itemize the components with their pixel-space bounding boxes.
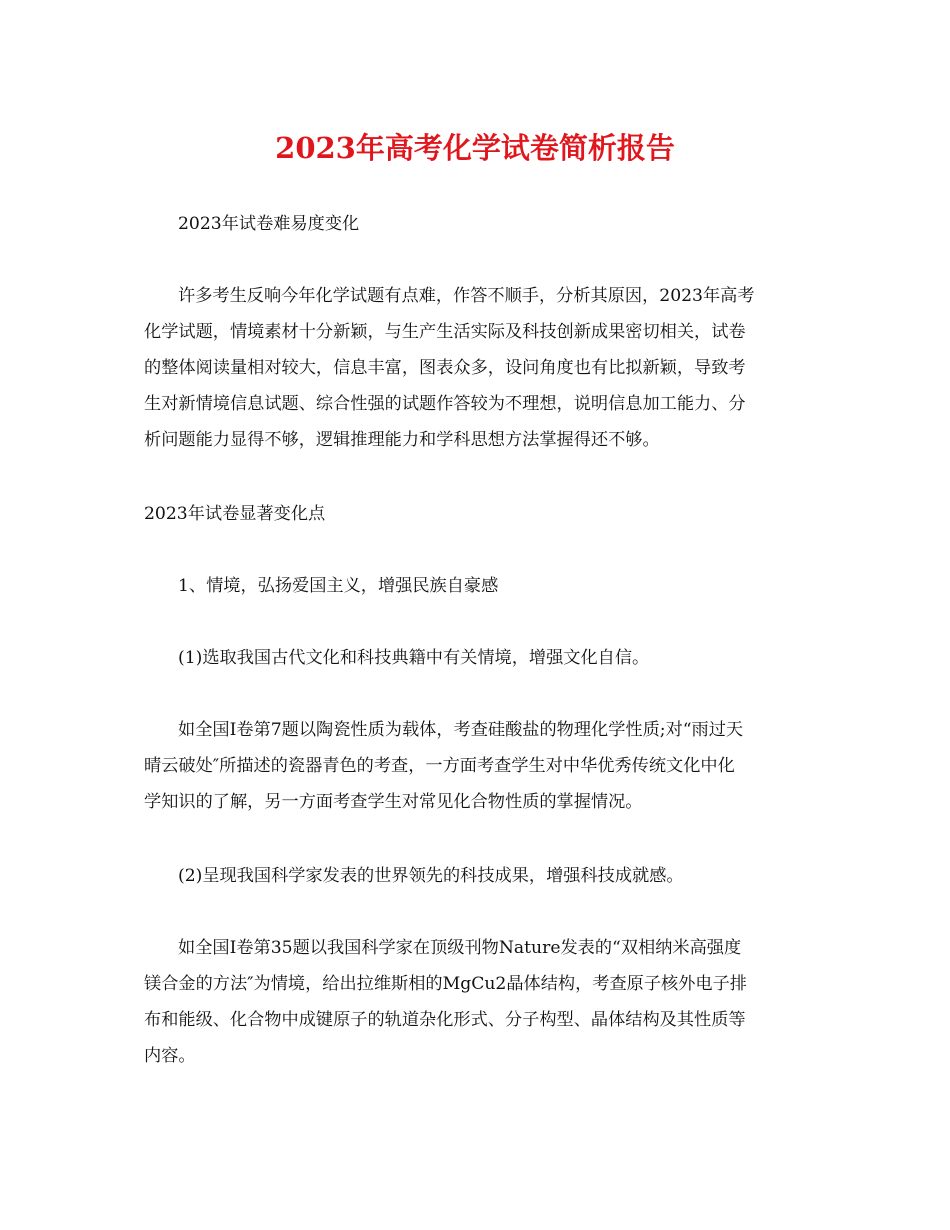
paragraph-difficulty — [144, 278, 810, 458]
paragraph-line: 的整体阅读量相对较大，信息丰富，图表众多，设问角度也有比拟新颖，导致考 — [144, 358, 746, 378]
section-heading-difficulty: 2023年试卷难易度变化 — [178, 214, 360, 234]
paragraph-line: 内容。 — [144, 1046, 196, 1066]
paragraph-line: 化学试题，情境素材十分新颖，与生产生活实际及科技创新成果密切相关，试卷 — [144, 322, 746, 342]
document-title: 2023年高考化学试卷简析报告 — [275, 131, 675, 165]
paragraph-line: 如全国Ⅰ卷第7题以陶瓷性质为载体，考查硅酸盐的物理化学性质;对“雨过天 — [178, 720, 744, 740]
paragraph-line: 析问题能力显得不够，逻辑推理能力和学科思想方法掌握得还不够。 — [144, 430, 660, 450]
paragraph-line: 晴云破处″所描述的瓷器青色的考查，一方面考查学生对中华优秀传统文化中化 — [144, 756, 735, 776]
sub-point-1-heading: (1)选取我国古代文化和科技典籍中有关情境，增强文化自信。 — [178, 648, 650, 668]
paragraph-sub-point-2 — [144, 930, 810, 1074]
paragraph-line: 镁合金的方法″为情境，给出拉维斯相的MgCu2晶体结构，考查原子核外电子排 — [144, 974, 747, 994]
sub-point-2-heading: (2)呈现我国科学家发表的世界领先的科技成果，增强科技成就感。 — [178, 866, 684, 886]
paragraph-line: 布和能级、化合物中成键原子的轨道杂化形式、分子构型、晶体结构及其性质等 — [144, 1010, 746, 1030]
section-heading-changes: 2023年试卷显著变化点 — [144, 504, 326, 524]
point-1-heading: 1、情境，弘扬爱国主义，增强民族自豪感 — [178, 576, 499, 596]
paragraph-line: 生对新情境信息试题、综合性强的试题作答较为不理想，说明信息加工能力、分 — [144, 394, 746, 414]
paragraph-line: 学知识的了解，另一方面考查学生对常见化合物性质的掌握情况。 — [144, 792, 643, 812]
paragraph-sub-point-1 — [144, 712, 810, 820]
paragraph-line: 如全国Ⅰ卷第35题以我国科学家在顶级刊物Nature发表的“双相纳米高强度 — [178, 938, 742, 958]
paragraph-line: 许多考生反响今年化学试题有点难，作答不顺手，分析其原因，2023年高考 — [178, 286, 755, 306]
